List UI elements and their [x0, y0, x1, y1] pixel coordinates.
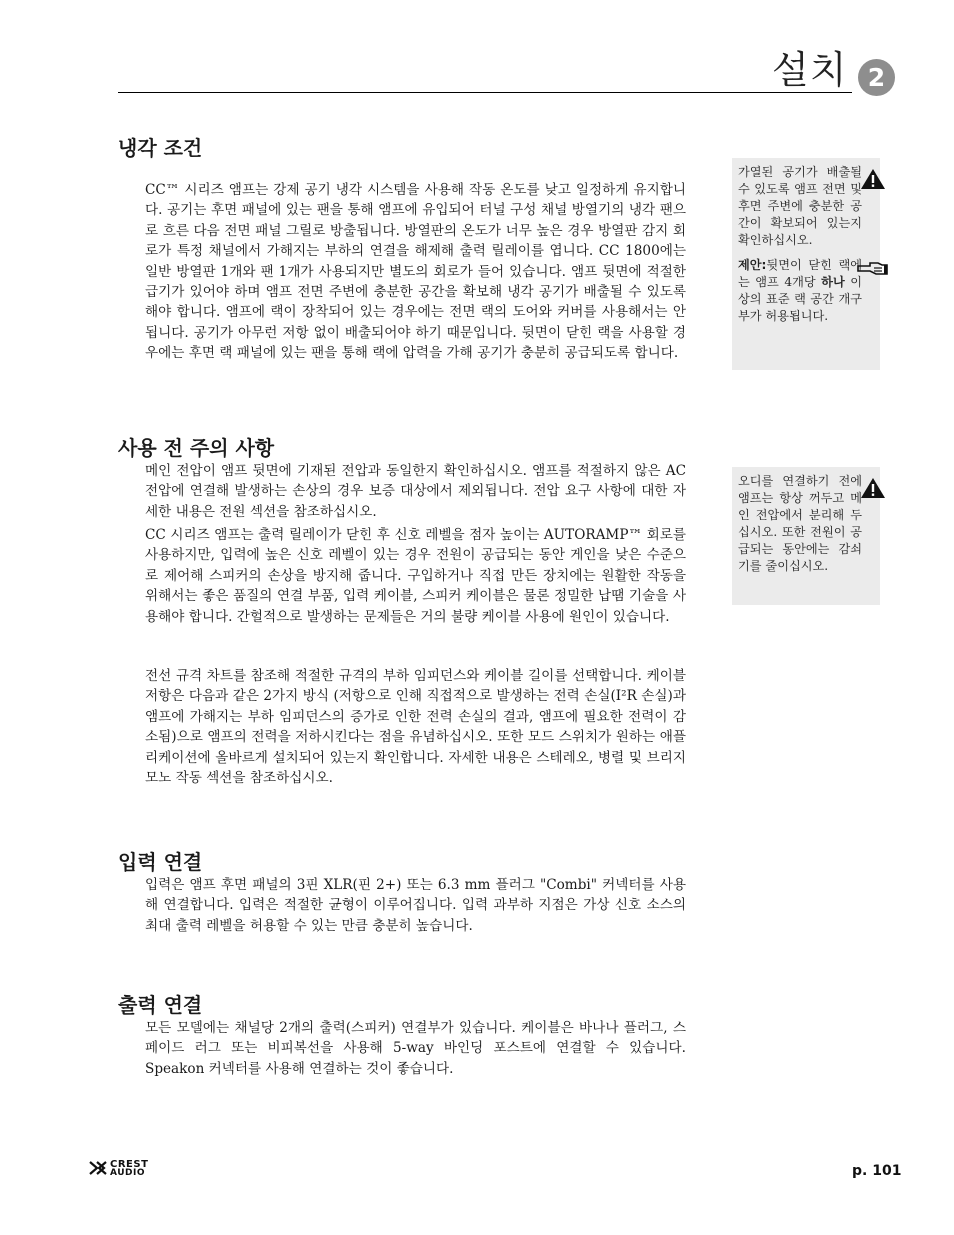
section-heading-output: 출력 연결 — [118, 993, 203, 1017]
sidebar-note-tip-text — [738, 257, 862, 325]
tip-label-2: 하나 — [821, 275, 845, 289]
sidebar-note-ventilation — [732, 158, 880, 370]
section-heading-precautions: 사용 전 주의 사항 — [118, 436, 275, 460]
page-number: p. 101 — [852, 1163, 902, 1179]
paragraph-precautions-1: 메인 전압이 앰프 뒷면에 기재된 전압과 동일한지 확인하십시오. 앰프를 적절하지 않은 AC 전압에 연결해 발생하는 손상의 경우 보증 대상에서 제외됩니다. 전압 요구 사항에 대한 자세한 내용은 전원 섹션을 참조하십시오. — [145, 463, 686, 520]
chapter-number-badge: 2 — [858, 59, 895, 96]
pointing-hand-icon — [856, 259, 890, 277]
sidebar-note-power — [732, 467, 880, 605]
logo-word-crest: CREST — [110, 1159, 149, 1170]
crest-audio-logo — [88, 1158, 158, 1180]
tip-text: 뒷면이 닫힌 랙에는 앰프 4개당 — [738, 258, 862, 289]
warning-triangle-icon — [860, 477, 886, 499]
paragraph-cooling-1: CC™ 시리즈 앰프는 강제 공기 냉각 시스템을 사용해 작동 온도를 낮고 일정하게 유지합니다. 공기는 후면 패널에 있는 팬을 통해 앰프에 유입되어 터널 구성 채널 방열기의 냉각 팬으로 흐른 다음 전면 패널 그릴로 방출됩니다. 방열판의 온도가 너무 높은 경우 방열판 감지 회로가 특정 채널에서 가해지는 부하의 연결을 해제해 출력 릴레이를 엽니다. CC 1800에는 일반 방열판 1개와 팬 1개가 사용되지만 별도의 회로가 들어 있습니다. 앰프 뒷면에 적절한 급기가 있어야 하며 앰프 전면 주변에 충분한 공간을 확보해 냉각 공기가 배출될 수 있도록 해야 합니다. 앰프에 랙이 장착되어 있는 경우에는 전면 랙의 도어와 커버를 사용해서는 안 됩니다. 공기가 아무런 저항 없이 배출되어야 하기 때문입니다. 뒷면이 닫힌 랙을 사용할 경우에는 후면 랙 패널에 있는 팬을 통해 랙에 압력을 가해 공기가 충분히 공급되도록 합니다. — [145, 182, 686, 362]
section-heading-input: 입력 연결 — [118, 850, 203, 874]
header-rule — [118, 92, 852, 93]
crest-logo-mark-icon — [88, 1160, 108, 1176]
paragraph-precautions-2: CC 시리즈 앰프는 출력 릴레이가 닫힌 후 신호 레벨을 점자 높이는 AUTORAMP™ 회로를 사용하지만, 입력에 높은 신호 레벨이 있는 경우 전원이 공급되는 동안 게인을 낮은 수준으로 제어해 스피커의 손상을 방지해 줍니다. 구입하거나 직접 만든 장치에는 원활한 작동을 위해서는 좋은 품질의 연결 부품, 입력 케이블, 스피커 케이블은 물론 정밀한 납땜 기술을 사용해야 합니다. 간헐적으로 발생하는 문제들은 거의 불량 케이블 사용에 원인이 있습니다. — [145, 527, 686, 625]
paragraph-output-1: 모든 모델에는 채널당 2개의 출력(스피커) 연결부가 있습니다. 케이블은 바나나 플러그, 스페이드 러그 또는 비피복선을 사용해 5-way 바인딩 포스트에 연결할 수 있습니다. Speakon 커넥터를 사용해 연결하는 것이 좋습니다. — [145, 1020, 686, 1077]
section-heading-cooling: 냉각 조건 — [118, 136, 203, 160]
paragraph-input-1: 입력은 앰프 후면 패널의 3핀 XLR(핀 2+) 또는 6.3 mm 플러그 "Combi" 커넥터를 사용해 연결합니다. 입력은 적절한 균형이 이루어집니다. 입력 과부하 지점은 가상 신호 소스의 최대 출력 레벨을 허용할 수 있는 만큼 충분히 높습니다. — [145, 877, 686, 934]
paragraph-precautions-3: 전선 규격 차트를 참조해 적절한 규격의 부하 임피던스와 케이블 길이를 선택합니다. 케이블 저항은 다음과 같은 2가지 방식 (저항으로 인해 직접적으로 발생하는 전력 손실(I²R 손실)과 앰프에 가해지는 부하 임피던스의 증가로 인한 전력 손실의 결과, 앰프에 필요한 전력이 감소됨)으로 앰프의 전력을 저하시킨다는 점을 유념하십시오. 또한 모드 스위치가 원하는 애플리케이션에 올바르게 설치되어 있는지 확인합니다. 자세한 내용은 스테레오, 병렬 및 브리지 모노 작동 섹션을 참조하십시오. — [145, 668, 686, 787]
tip-text-2: 이상의 표준 랙 공간 개구부가 허용됩니다. — [738, 275, 863, 323]
sidebar-note-warning-text: 오디를 연결하기 전에 앰프는 항상 꺼두고 메인 전압에서 분리해 두십시오. 또한 전원이 공급되는 동안에는 감쇠기를 줄이십시오. — [738, 474, 862, 573]
warning-triangle-icon — [860, 168, 886, 190]
sidebar-note-warning-text: 가열된 공기가 배출될 수 있도록 앰프 전면 및 후면 주변에 충분한 공간이 확보되어 있는지 확인하십시오. — [738, 165, 862, 247]
tip-label: 제안: — [738, 258, 767, 272]
logo-word-audio: AUDIO — [110, 1168, 145, 1178]
chapter-title: 설치 — [772, 48, 848, 92]
